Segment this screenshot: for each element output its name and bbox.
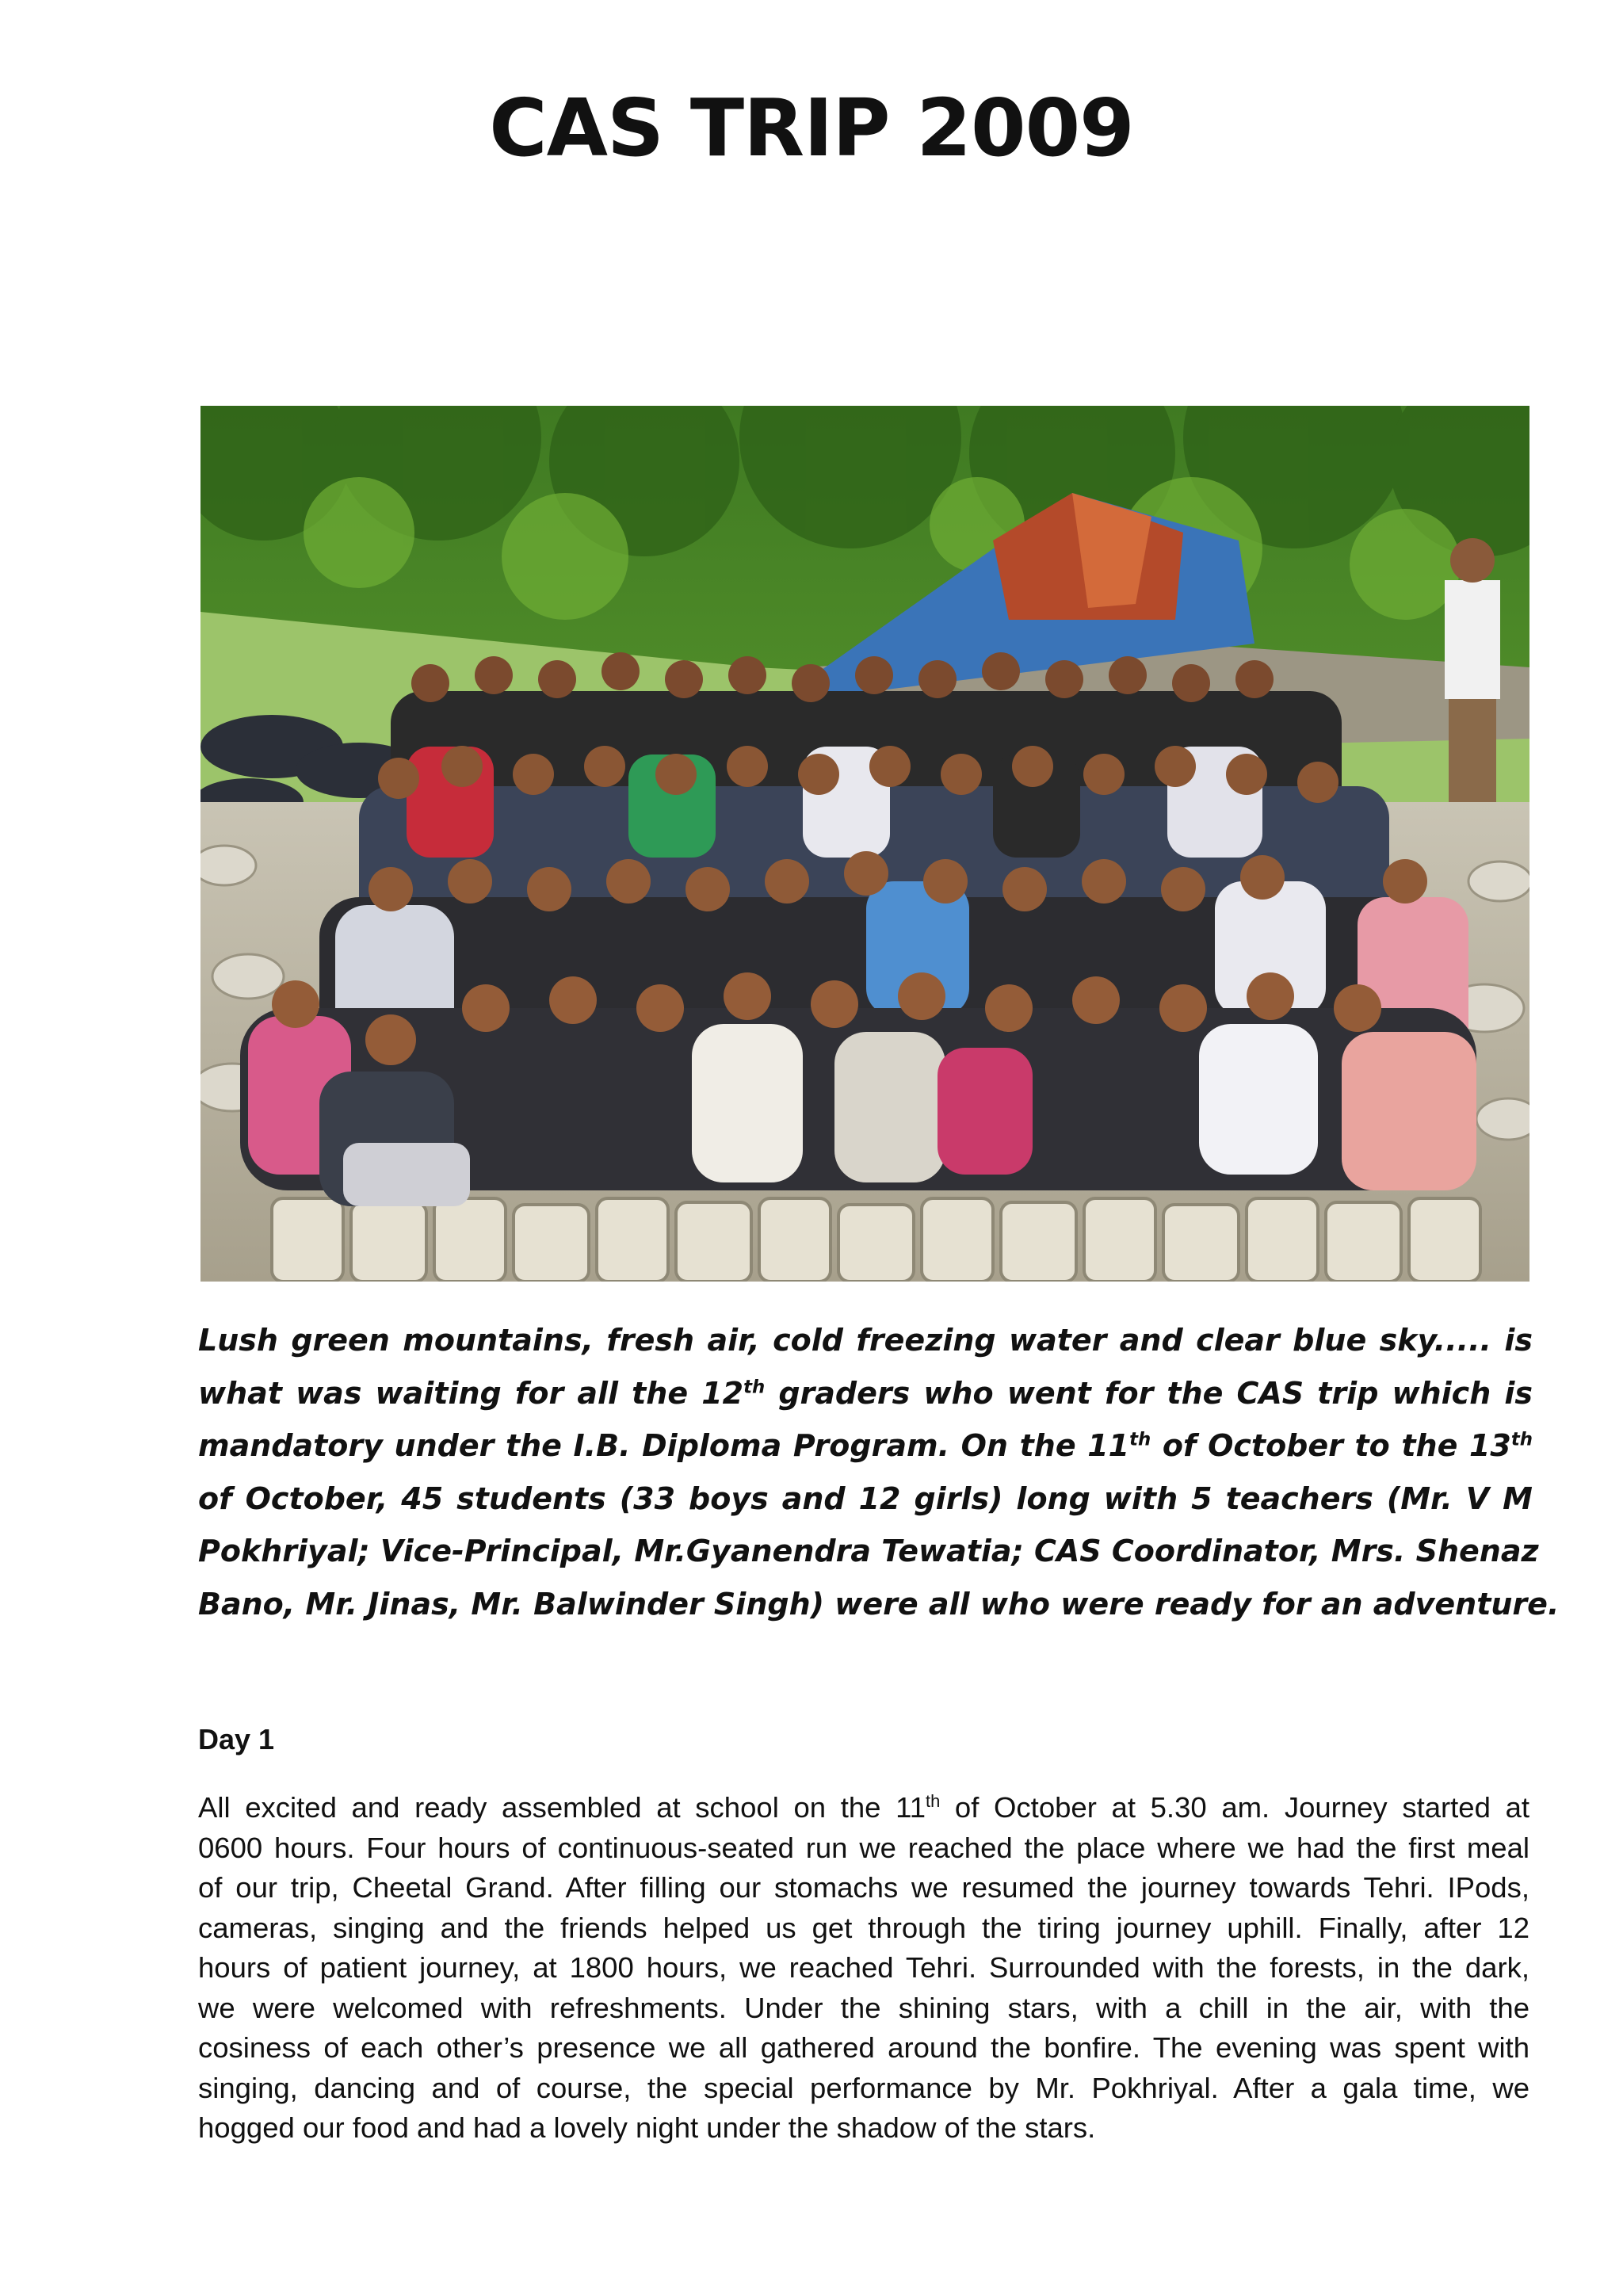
body-line-1: All excited and ready assembled at school on the 11th of October at 5.30 am. Journey started at [198, 1790, 1530, 1824]
intro-line-1: Lush green mountains, fresh air, cold freezing water and clear blue sky..... is [198, 1323, 1533, 1358]
body-line-2: 0600 hours. Four hours of continuous-seated run we reached the place where we had the first meal [198, 1831, 1529, 1864]
body-line-9: hogged our food and had a lovely night under the shadow of the stars. [198, 2111, 1096, 2144]
day-1-heading: Day 1 [198, 1723, 275, 1755]
intro-line-5: Pokhriyal; Vice-Principal, Mr.Gyanendra Tewatia; CAS Coordinator, Mrs. Shenaz [198, 1534, 1539, 1568]
intro-line-3: mandatory under the I.B. Diploma Program. On the 11th of October to the 13th [198, 1428, 1533, 1463]
intro-line-4: of October, 45 students (33 boys and 12 girls) long with 5 teachers (Mr. V M [198, 1480, 1533, 1516]
body-line-7: cosiness of each other’s presence we all gathered around the bonfire. The evening was spent with [198, 2031, 1529, 2064]
group-photo-image [200, 406, 1529, 1282]
intro-line-6: Bano, Mr. Jinas, Mr. Balwinder Singh) were all who were ready for an adventure. [198, 1586, 1560, 1622]
page-title: CAS TRIP 2009 [489, 82, 1134, 174]
day-1-paragraph [198, 1788, 1529, 2149]
intro-line-2: what was waiting for all the 12th graders who went for the CAS trip which is [198, 1375, 1533, 1411]
body-line-6: we were welcomed with refreshments. Under the shining stars, with a chill in the air, with the [198, 1991, 1529, 2024]
body-line-5: hours of patient journey, at 1800 hours, we reached Tehri. Surrounded with the forests, in the dark, [198, 1951, 1529, 1984]
intro-paragraph [198, 1314, 1560, 1630]
group-photo [200, 406, 1529, 1282]
body-line-4: cameras, singing and the friends helped us get through the tiring journey uphill. Finally, after 12 [198, 1911, 1529, 1944]
body-line-8: singing, dancing and of course, the special performance by Mr. Pokhriyal. After a gala time, we [198, 2071, 1529, 2104]
body-line-3: of our trip, Cheetal Grand. After filling our stomachs we resumed the journey towards Tehri. IPods, [198, 1871, 1529, 1904]
